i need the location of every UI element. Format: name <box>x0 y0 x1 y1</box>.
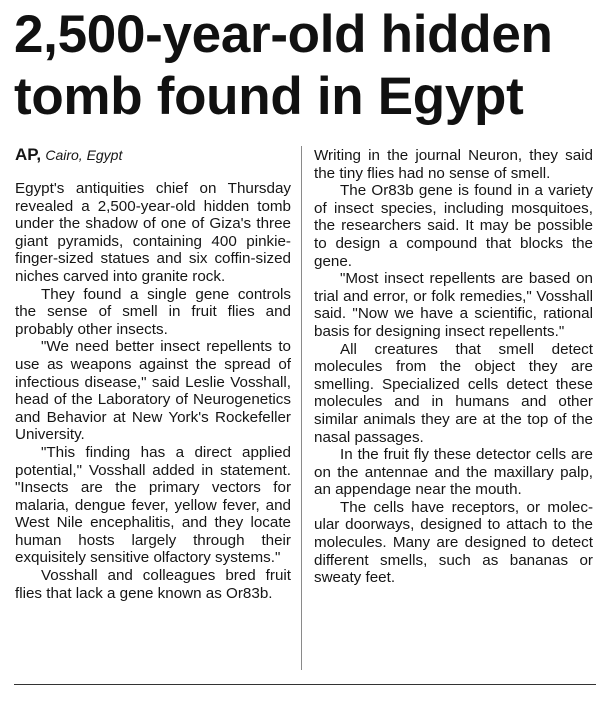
paragraph: Egypt's antiquities chief on Thursday revealed a 2,500-year-old hidden tomb under the shadow of one of Giza's three giant pyramids, containing 400 pinkie-finger-sized statues and six coffin-sized niches carved into granite rock. <box>15 180 291 285</box>
paragraph: "We need better insect repellents to use as weapons against the spread of infectious disease," said Leslie Vosshall, head of the Laboratory of Neurogenetics and Behavior at New York's Rockefeller University. <box>15 338 291 444</box>
article-headline <box>14 4 594 128</box>
article-column-right <box>314 147 593 587</box>
headline-line-1: 2,500-year-old hidden <box>14 5 553 64</box>
paragraph: Writing in the journal Neuron, they said the tiny flies had no sense of smell. <box>314 147 593 182</box>
paragraph: "Most insect repellents are based on trial and error, or folk remedies," Vosshall said. "Now we have a scientific, rational basis for designing insect repellents." <box>314 270 593 340</box>
paragraph: "This finding has a direct applied potential," Vosshall added in statement. "Insects are the primary vectors for malaria, dengue fever, yellow fever, and West Nile encephalitis, and they locate human hosts largely through their exquisitely sensitive olfactory systems." <box>15 443 291 567</box>
paragraph: The cells have receptors, or molecular doorways, designed to attach to the molecules. Many are designed to detect different smells, such as bananas or sweaty feet. <box>314 498 593 587</box>
paragraph: They found a single gene controls the sense of smell in fruit flies and probably other insects. <box>15 285 291 338</box>
article-column-left <box>15 146 291 602</box>
headline-line-2: tomb found in Egypt <box>14 67 524 126</box>
paragraph: Vosshall and colleagues bred fruit flies that lack a gene known as Or83b. <box>15 567 291 602</box>
paragraph: In the fruit fly these detector cells are on the antennae and the maxillary palp, an appendage near the mouth. <box>314 446 593 499</box>
paragraph: All creatures that smell detect molecules from the object they are smelling. Specialized cells detect these molecules and in humans and other similar animals they are at the top of the nasal passages. <box>314 340 593 446</box>
byline <box>15 146 291 164</box>
byline-agency: AP, <box>15 145 42 164</box>
byline-dateline: Cairo, Egypt <box>45 147 123 163</box>
paragraph: The Or83b gene is found in a variety of insect species, including mosquitoes, the researchers said. It may be possible to design a compound that blocks the gene. <box>314 182 593 270</box>
column-divider <box>301 146 302 670</box>
bottom-divider <box>14 684 596 685</box>
